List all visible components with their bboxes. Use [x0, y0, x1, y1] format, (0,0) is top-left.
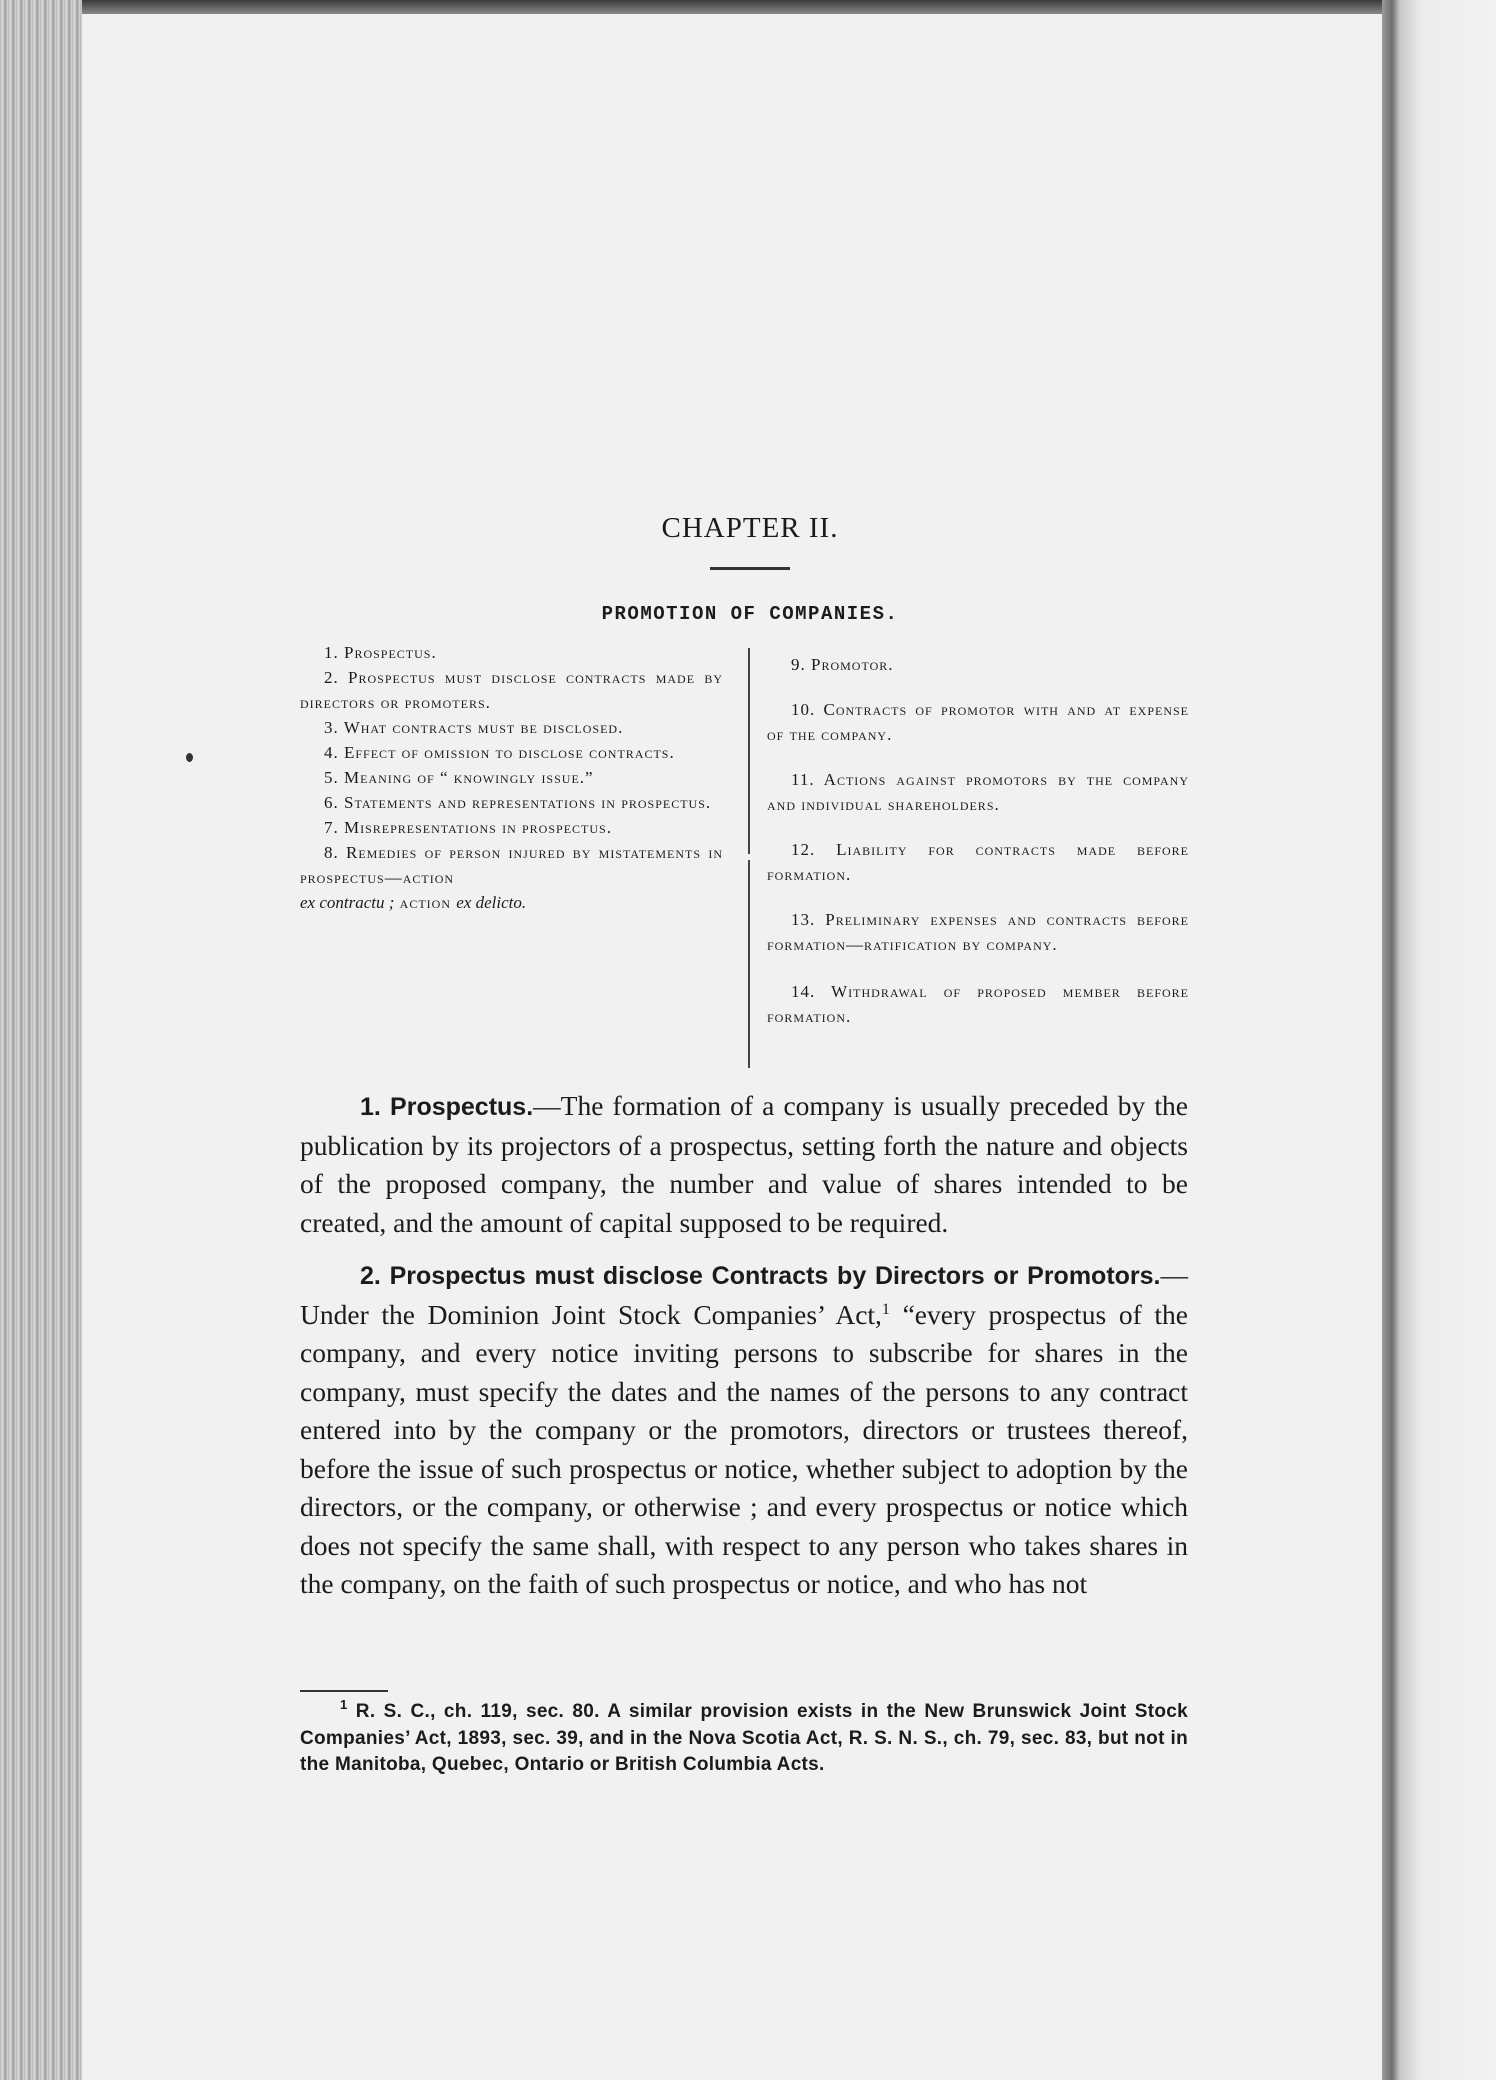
footnote-marker: 1 [340, 1697, 348, 1712]
toc-item: 11. Actions against promotors by the company and individual shareholders. [767, 770, 1189, 814]
paragraph-text: “every prospectus of the company, and every notice inviting persons to subscribe for shares in the company, must specify the dates and the names of the persons to any contract entered into by the company or the promotors, directors or trustees thereof, before the issue of such prospectus or notice, whether subject to adoption by the directors, or the company, or otherwise ; and every prospectus or notice which does not specify the same shall, with respect to any person who takes shares in the company, on the faith of such prospectus or notice, and who has not [300, 1298, 1188, 1599]
toc-italic-phrase: ex delicto. [456, 893, 527, 912]
toc-item: 2. Prospectus must disclose contracts made by directors or promoters. [300, 668, 723, 712]
toc-item: 12. Liability for contracts made before formation. [767, 840, 1189, 884]
paragraph-disclose-contracts [300, 1256, 1188, 1604]
toc-item: 5. Meaning of “ knowingly issue.” [324, 768, 594, 787]
title-rule [710, 567, 790, 570]
ink-speck [186, 753, 193, 762]
paragraph-heading: 2. Prospectus must disclose Contracts by Directors or Promotors. [360, 1262, 1161, 1290]
toc-left-column [300, 640, 723, 915]
toc-item: 13. Preliminary expenses and contracts before formation—ratification by company. [767, 910, 1189, 954]
chapter-title: CHAPTER II. [661, 512, 839, 544]
footnote [300, 1699, 1188, 1779]
toc-item: 14. Withdrawal of proposed member before formation. [767, 982, 1189, 1026]
toc-item: 8. Remedies of person injured by mistatements in prospectus—action [300, 843, 723, 887]
toc-phrase: action [394, 893, 457, 912]
toc-italic-phrase: ex contractu ; [300, 893, 395, 912]
paragraph-prospectus [300, 1087, 1188, 1242]
paragraph-text: —The formation of a company is usually preceded by the publication by its projectors of a prospectus, setting forth the nature and objects of the proposed company, the number and value of shares intended to be created, and the amount of capital supposed to be required. [300, 1090, 1188, 1238]
toc-item: 9. Promotor. [791, 655, 894, 674]
footnote-text: R. S. C., ch. 119, sec. 80. A similar provision exists in the New Brunswick Joint Stock Companies’ Act, 1893, sec. 39, and in the Nova Scotia Act, R. S. N. S., ch. 79, sec. 83, but not in the Manitoba, Quebec, Ontario or British Columbia Acts. [300, 1701, 1188, 1775]
toc-item: 7. Misrepresentations in prospectus. [324, 818, 612, 837]
paragraph-text: —Under the Dominion Joint Stock Companies’ Act, [300, 1259, 1188, 1330]
book-right-edge [1382, 0, 1496, 2080]
paragraph-heading: 1. Prospectus. [360, 1093, 534, 1121]
toc-item: 4. Effect of omission to disclose contracts. [324, 743, 675, 762]
toc-item: 6. Statements and representations in prospectus. [324, 793, 712, 812]
toc-column-divider [748, 648, 750, 854]
page-stack-edges [0, 0, 82, 2080]
footnote-reference: 1 [881, 1300, 890, 1318]
section-heading: PROMOTION OF COMPANIES. [601, 603, 899, 625]
toc-item: 3. What contracts must be disclosed. [324, 718, 624, 737]
book-top-edge [0, 0, 1496, 14]
toc-column-divider [748, 860, 750, 1068]
toc-item-continuation [300, 890, 723, 915]
body-text [300, 1087, 1188, 1618]
toc-item: 10. Contracts of promotor with and at expense of the company. [767, 700, 1189, 744]
footnote-rule [300, 1690, 388, 1692]
toc-item: 1. Prospectus. [324, 643, 437, 662]
toc-right-column [767, 652, 1189, 1049]
